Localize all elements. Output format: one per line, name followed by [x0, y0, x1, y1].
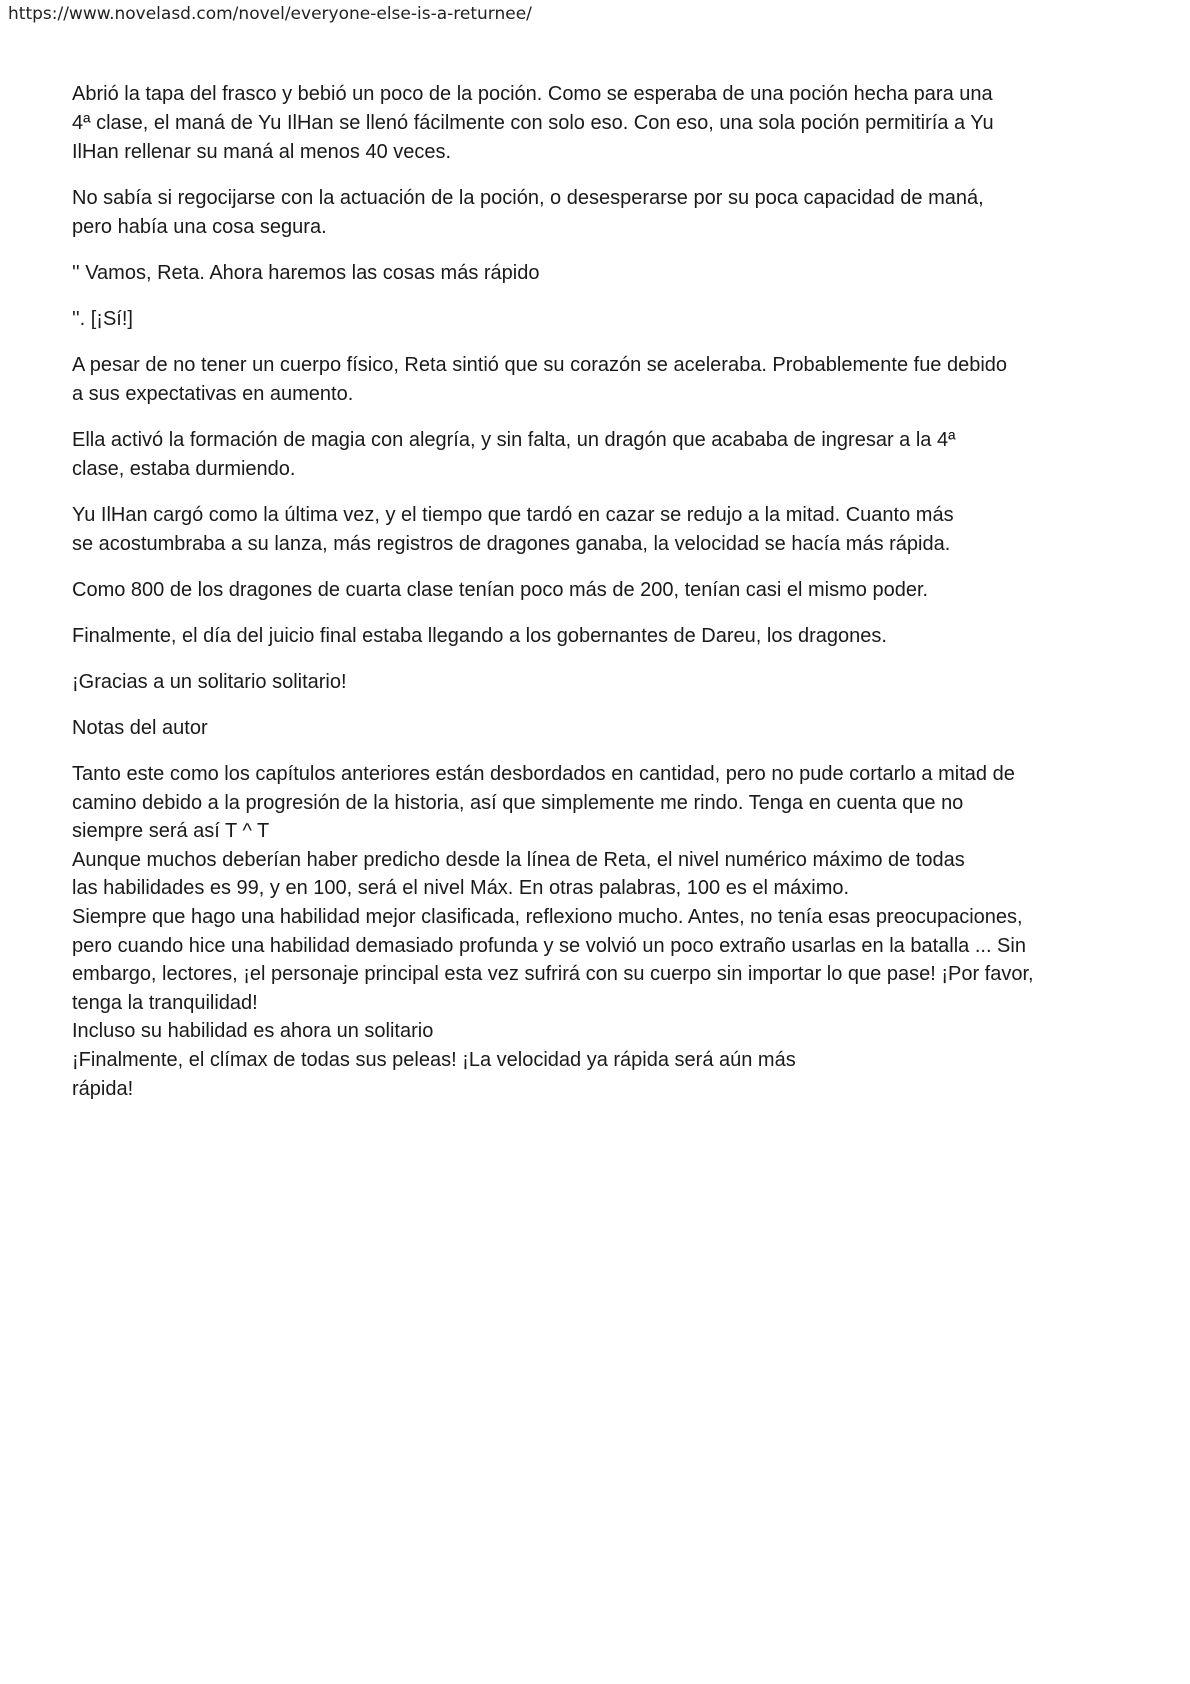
story-paragraph-7: Yu IlHan cargó como la última vez, y el tiempo que tardó en cazar se redujo a la mitad. Cuanto más se acostumbraba a su lanza, más registros de dragones ganaba, la velocidad se hacía más rápida. — [72, 504, 954, 555]
author-notes-heading: Notas del autor — [72, 717, 208, 739]
story-paragraph-4: ''. [¡Sí!] — [72, 308, 133, 330]
story-paragraph-1: Abrió la tapa del frasco y bebió un poco de la poción. Como se esperaba de una poción hecha para una 4ª clase, el maná de Yu IlHan se llenó fácilmente con solo eso. Con eso, una sola poción permitiría a Yu IlHan rellenar su maná al menos 40 veces. — [72, 83, 994, 163]
story-paragraph-8: Como 800 de los dragones de cuarta clase tenían poco más de 200, tenían casi el mismo poder. — [72, 579, 929, 601]
source-url: https://www.novelasd.com/novel/everyone-else-is-a-returnee/ — [8, 4, 532, 24]
document-body — [72, 80, 1122, 1120]
story-paragraph-10: ¡Gracias a un solitario solitario! — [72, 671, 347, 693]
story-paragraph-3: '' Vamos, Reta. Ahora haremos las cosas más rápido — [72, 262, 540, 284]
story-paragraph-2: No sabía si regocijarse con la actuación de la poción, o desesperarse por su poca capacidad de maná, pero había una cosa segura. — [72, 187, 984, 238]
story-paragraph-6: Ella activó la formación de magia con alegría, y sin falta, un dragón que acababa de ingresar a la 4ª clase, estaba durmiendo. — [72, 429, 956, 480]
story-paragraph-9: Finalmente, el día del juicio final estaba llegando a los gobernantes de Dareu, los dragones. — [72, 625, 887, 647]
author-notes-body: Tanto este como los capítulos anteriores están desbordados en cantidad, pero no pude cortarlo a mitad de camino debido a la progresión de la historia, así que simplemente me rindo. Tenga en cuenta que no siempre será así T ^ T Aunque muchos deberían haber predicho desde la línea de Reta, el nivel numérico máximo de todas las habilidades es 99, y en 100, será el nivel Máx. En otras palabras, 100 es el máximo. Siempre que hago una habilidad mejor clasificada, reflexiono mucho. Antes, no tenía esas preocupaciones, pero cuando hice una habilidad demasiado profunda y se volvió un poco extraño usarlas en la batalla ... Sin embargo, lectores, ¡el personaje principal esta vez sufrirá con su cuerpo sin importar lo que pase! ¡Por favor, tenga la tranquilidad! Incluso su habilidad es ahora un solitario ¡Finalmente, el clímax de todas sus peleas! ¡La velocidad ya rápida será aún más rápida! — [72, 763, 1034, 1100]
story-paragraph-5: A pesar de no tener un cuerpo físico, Reta sintió que su corazón se aceleraba. Probablemente fue debido a sus expectativas en aumento. — [72, 354, 1008, 405]
